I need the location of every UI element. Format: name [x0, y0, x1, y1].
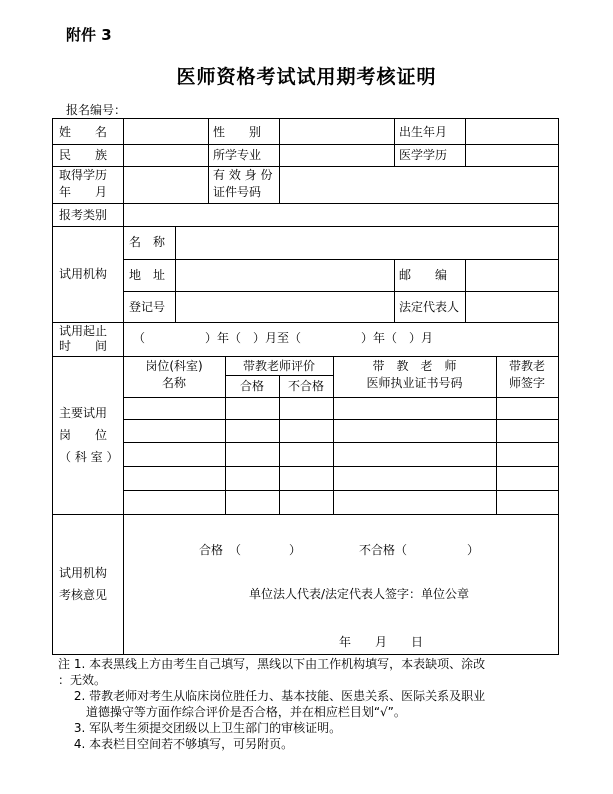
post-label: 主要试用 — [59, 406, 108, 420]
notes — [58, 656, 485, 752]
col-divider — [279, 375, 280, 514]
review-label-2: 考核意见 — [59, 588, 108, 602]
postcode-label: 邮 编 — [399, 268, 448, 282]
attachment-label: 附件 3 — [66, 26, 112, 44]
post-label-2: 岗 位 — [59, 428, 108, 442]
institution-name-label: 名 称 — [129, 235, 166, 249]
col-divider — [123, 203, 124, 226]
review-label: 试用机构 — [59, 566, 108, 580]
registration-number-label: 报名编号： — [66, 103, 127, 117]
note-line: ：无效。 — [58, 673, 107, 687]
col-divider — [123, 322, 124, 356]
inner-divider — [123, 397, 558, 398]
row-divider — [53, 203, 558, 204]
ethnicity-label: 民 族 — [59, 148, 108, 162]
row-divider — [53, 226, 558, 227]
institution-address-label: 地 址 — [129, 268, 166, 282]
certificate-form — [52, 118, 559, 655]
id-number-label-2: 证件号码 — [213, 185, 262, 199]
period-label-2: 时 间 — [59, 339, 108, 353]
col-divider — [465, 259, 466, 322]
note-line: 道德操守等方面作综合评价是否合格，并在相应栏目划“√”。 — [58, 705, 406, 719]
degree-date-label-2: 年 月 — [59, 185, 108, 199]
note-line: 注 1. 本表黑线上方由考生自己填写，黑线以下由工作机构填写，本表缺项、涂改 — [58, 657, 486, 671]
col-signature-header-2: 师签字 — [508, 376, 545, 390]
col-post-header-2: 名称 — [161, 376, 186, 390]
review-date: 年 月 日 — [339, 635, 424, 649]
col-pass-header: 合格 — [239, 379, 264, 393]
col-divider — [123, 119, 124, 203]
inner-divider — [123, 259, 558, 260]
major-label: 所学专业 — [213, 148, 262, 162]
institution-label: 试用机构 — [59, 267, 108, 281]
row-divider — [53, 144, 558, 145]
birth-date-label: 出生年月 — [399, 125, 448, 139]
note-line: 2. 带教老师对考生从临床岗位胜任力、基本技能、医患关系、医际关系及职业 — [58, 689, 486, 703]
signature-seal-text: 单位法人代表/法定代表人签字：单位公章 — [249, 587, 470, 601]
inner-divider — [123, 419, 558, 420]
registration-label: 登记号 — [129, 300, 166, 314]
page-title: 医师资格考试试用期考核证明 — [176, 66, 437, 88]
col-post-header: 岗位(科室) — [145, 359, 203, 373]
col-divider — [279, 119, 280, 203]
inner-divider — [123, 291, 558, 292]
review-pass-option: 合格 （ ） — [199, 543, 302, 557]
inner-divider — [123, 466, 558, 467]
inner-divider — [123, 490, 558, 491]
education-label: 医学学历 — [399, 148, 448, 162]
review-fail-option: 不合格（ ） — [359, 543, 480, 557]
gender-label: 性 别 — [213, 125, 262, 139]
col-divider — [394, 259, 395, 322]
period-label: 试用起止 — [59, 324, 108, 338]
period-range-text: （ ）年（ ）月至（ ）年（ ）月 — [133, 331, 434, 345]
row-divider — [53, 322, 558, 323]
legal-representative-label: 法定代表人 — [399, 300, 460, 314]
row-divider — [53, 356, 558, 357]
row-divider — [53, 514, 558, 515]
degree-date-label: 取得学历 — [59, 168, 108, 182]
col-certificate-header: 带 教 老 师 — [372, 359, 457, 373]
id-number-label: 有 效 身 份 — [213, 168, 273, 182]
col-divider — [123, 226, 124, 322]
post-label-3: （ 科 室 ） — [59, 450, 119, 464]
note-line: 3. 军队考生须提交团级以上卫生部门的审核证明。 — [58, 721, 342, 735]
col-certificate-header-2: 医师执业证书号码 — [366, 376, 463, 390]
col-divider — [465, 119, 466, 166]
exam-type-label: 报考类别 — [59, 208, 108, 222]
col-evaluation-header: 带教老师评价 — [242, 359, 315, 373]
row-divider — [53, 166, 558, 167]
col-divider — [208, 119, 209, 203]
name-label: 姓 名 — [59, 125, 108, 139]
inner-divider — [123, 442, 558, 443]
col-divider — [394, 119, 395, 166]
col-fail-header: 不合格 — [287, 379, 324, 393]
col-divider — [123, 514, 124, 654]
note-line: 4. 本表栏目空间若不够填写，可另附页。 — [58, 737, 294, 751]
col-divider — [175, 226, 176, 322]
col-signature-header: 带教老 — [508, 359, 545, 373]
